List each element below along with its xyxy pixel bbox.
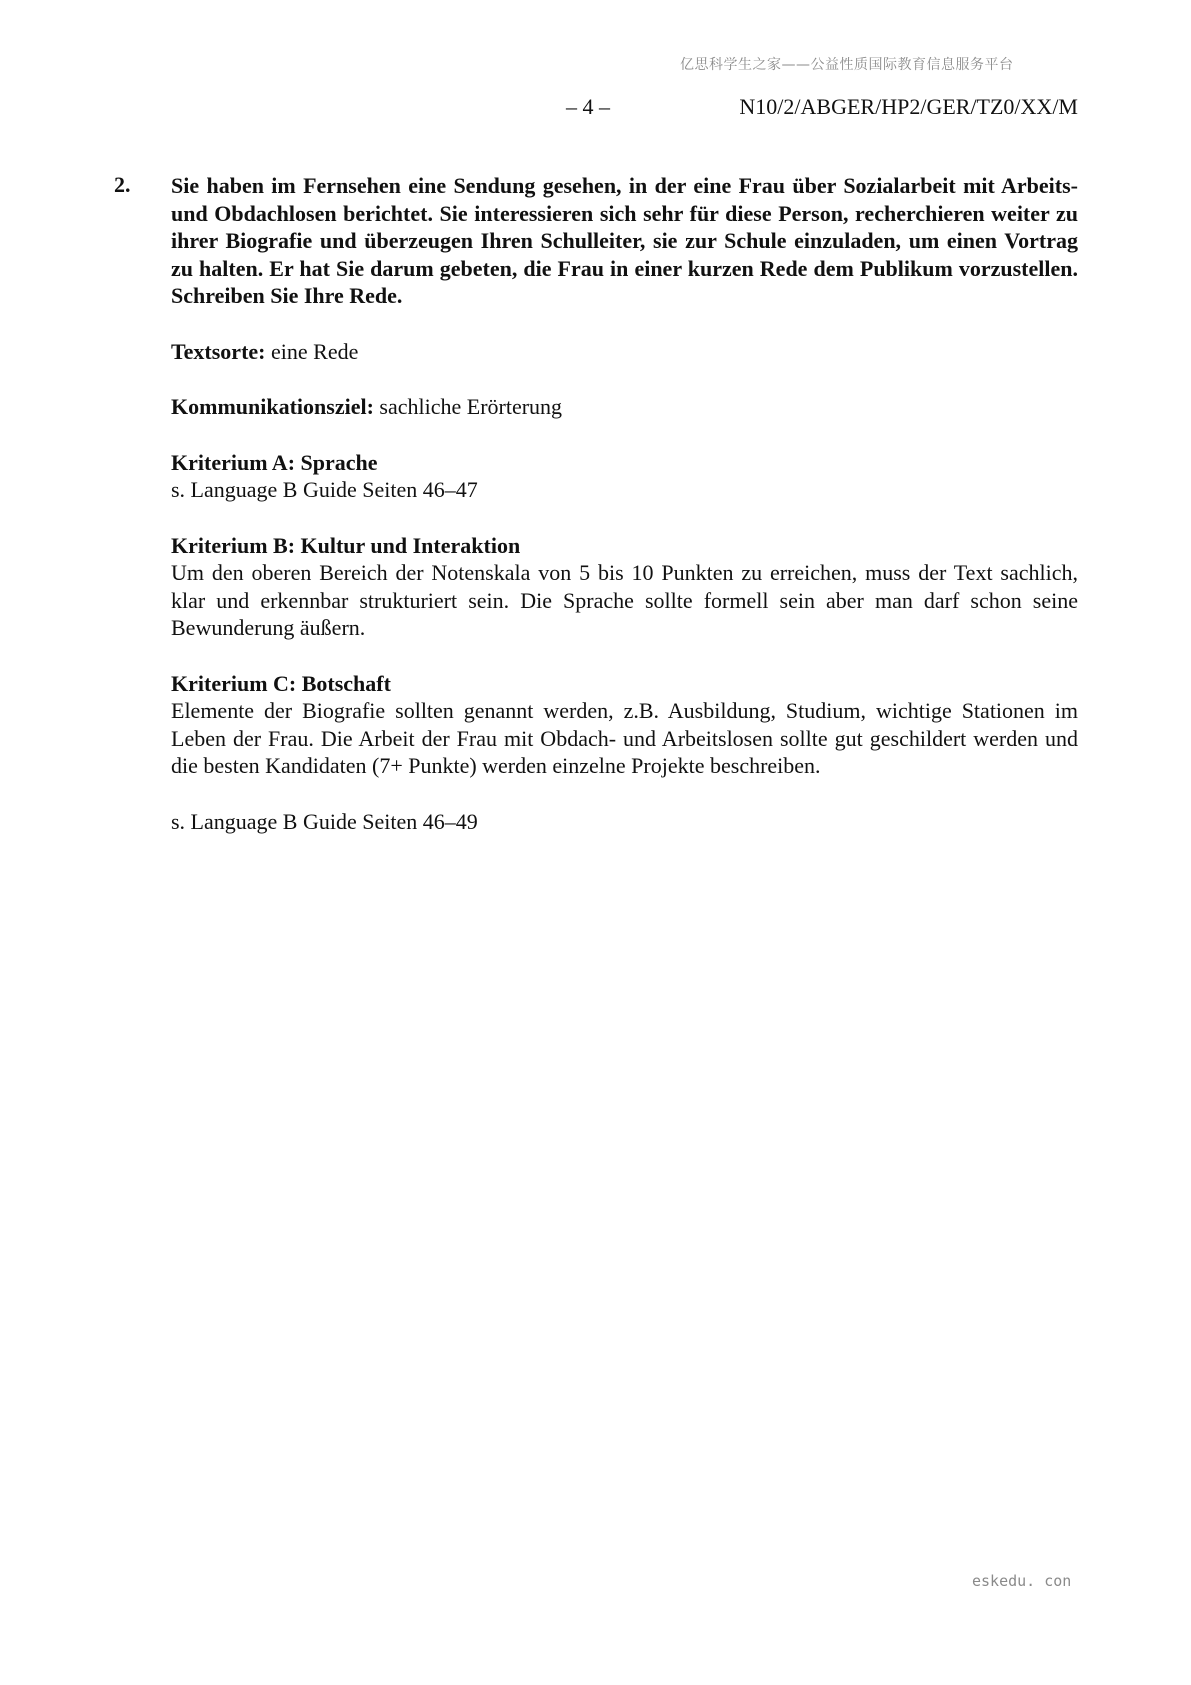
question-prompt: Sie haben im Fernsehen eine Sendung gesehen, in der eine Frau über Sozialarbeit mit Arbeits- und Obdachlosen berichtet. Sie interessieren sich sehr für diese Person, recherchieren weiter zu ihrer Biografie und überzeugen Ihren Schulleiter, sie zur Schule einzuladen, um einen Vortrag zu halten. Er hat Sie darum gebeten, die Frau in einer kurzen Rede dem Publikum vorzustellen. Schreiben Sie Ihre Rede. bbox=[171, 173, 1078, 308]
criterion-b-body: Um den oberen Bereich der Notenskala von 5 bis 10 Punkten zu erreichen, muss der Text sachlich, klar und erkennbar strukturiert sein. Die Sprache sollte formell sein aber man darf schon seine Bewunderung äußern. bbox=[171, 560, 1078, 640]
footer-watermark: eskedu. con bbox=[972, 1572, 1072, 1590]
criterion-a bbox=[171, 449, 1078, 504]
criterion-a-title: Kriterium A: Sprache bbox=[171, 449, 378, 475]
header-watermark: 亿思科学生之家——公益性质国际教育信息服务平台 bbox=[680, 57, 1014, 73]
textsorte-label: Textsorte: bbox=[171, 338, 266, 364]
question-number: 2. bbox=[114, 172, 131, 197]
kommunikationsziel-field bbox=[171, 393, 1078, 421]
textsorte-field bbox=[171, 338, 1078, 366]
criterion-c-title: Kriterium C: Botschaft bbox=[171, 670, 391, 696]
kommunikationsziel-label: Kommunikationsziel: bbox=[171, 394, 374, 419]
criterion-b bbox=[171, 532, 1078, 642]
criterion-c-body: Elemente der Biografie sollten genannt werden, z.B. Ausbildung, Studium, wichtige Stationen im Leben der Frau. Die Arbeit der Frau mit Obdach- und Arbeitslosen sollte gut geschildert werden und die besten Kandidaten (7+ Punkte) werden einzelne Projekte beschreiben. bbox=[171, 698, 1078, 778]
document-code: N10/2/ABGER/HP2/GER/TZ0/XX/M bbox=[739, 94, 1078, 119]
textsorte-value: eine Rede bbox=[265, 338, 359, 364]
question-content bbox=[171, 172, 1078, 863]
criterion-a-body: s. Language B Guide Seiten 46–47 bbox=[171, 477, 478, 502]
criterion-c bbox=[171, 670, 1078, 780]
guide-reference: s. Language B Guide Seiten 46–49 bbox=[171, 808, 478, 834]
criterion-b-title: Kriterium B: Kultur und Interaktion bbox=[171, 532, 521, 558]
kommunikationsziel-value: sachliche Erörterung bbox=[373, 394, 563, 419]
page-number: – 4 – bbox=[566, 94, 610, 119]
